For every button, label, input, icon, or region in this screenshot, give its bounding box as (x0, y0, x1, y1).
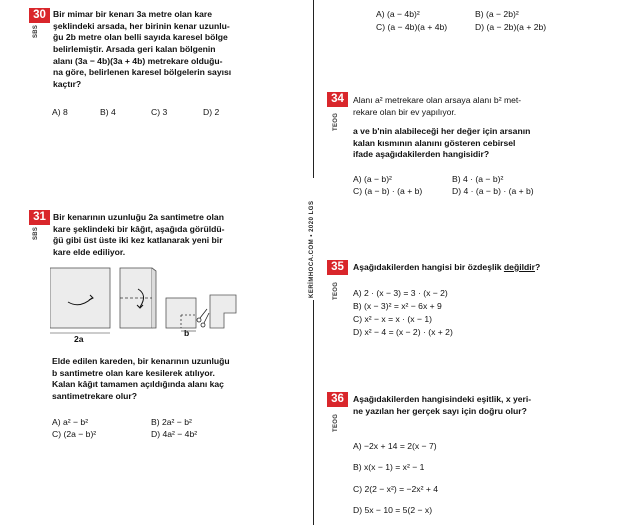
q30-line: na göre, belirlenen karesel bölgelerin sayısı (53, 67, 232, 78)
label-b: b (184, 328, 190, 338)
folding-figure (50, 265, 240, 345)
paper-after-cut (210, 295, 236, 328)
option-d[interactable]: D) 4 · (a − b) · (a + b) (452, 186, 534, 196)
option-b[interactable]: B) 4 · (a − b)² (452, 174, 504, 184)
question-number-35: 35 (327, 260, 348, 275)
q35-text: Aşağıdakilerden hangisi bir özdeşlik (353, 262, 504, 272)
question-number-30: 30 (29, 8, 50, 23)
option-d[interactable]: D) 4a² − 4b² (151, 429, 198, 439)
q30-line: alanı (3a − 4b)(3a + 4b) metrekare olduğu- (53, 55, 223, 66)
q30-line: Bir mimar bir kenarı 3a metre olan kare (53, 9, 213, 19)
option-b[interactable]: B) (a − 2b)² (475, 9, 519, 19)
question-text-34 (353, 94, 521, 118)
scissors-icon (197, 309, 209, 327)
q31-line: Bir kenarının uzunluğu 2a santimetre olan (53, 212, 224, 222)
source-tag-35: TEOG (333, 281, 339, 300)
source-tag-34: TEOG (333, 112, 339, 131)
q36-line: Aşağıdakilerden hangisindeki eşitlik, x yeri- (353, 394, 532, 404)
q31-line: santimetrekare olur? (52, 391, 138, 402)
option-a[interactable]: A) 8 (52, 107, 68, 117)
q31-line: kare şeklindeki bir kâğıt, aşağıda görüldü- (53, 223, 225, 234)
option-b[interactable]: B) (x − 3)² = x² − 6x + 9 (353, 301, 442, 311)
option-d[interactable]: D) 5x − 10 = 5(2 − x) (353, 505, 433, 515)
q30-line: ğu 2b metre olan belli sayıda karesel bölge (53, 32, 228, 43)
q31-line: kare elde ediliyor. (53, 247, 126, 258)
source-tag-31: SBS (33, 226, 39, 240)
question-number-31: 31 (29, 210, 50, 225)
q34-line: a ve b'nin alabileceği her değer için arsanın (353, 126, 531, 136)
option-a[interactable]: A) 2 · (x − 3) = 3 · (x − 2) (353, 288, 448, 298)
side-watermark: KERİMHOCA.COM • 2020 LGS (309, 200, 315, 298)
option-a[interactable]: A) a² − b² (52, 417, 89, 427)
option-d[interactable]: D) 2 (203, 107, 220, 117)
question-text-34-part2 (353, 126, 530, 161)
option-a[interactable]: A) −2x + 14 = 2(x − 7) (353, 441, 437, 451)
q34-line: rekare olan bir ev yapılıyor. (353, 107, 457, 118)
label-2a: 2a (74, 334, 84, 344)
question-text-36 (353, 394, 531, 417)
q34-line: kalan kısmının alanını gösteren cebirsel (353, 137, 516, 148)
q31-line: b santimetre olan kare kesilerek atılıyor. (52, 367, 215, 378)
option-c[interactable]: C) 3 (151, 107, 168, 117)
q35-qmark: ? (534, 262, 541, 272)
option-c[interactable]: C) (2a − b)² (52, 429, 97, 439)
option-a[interactable]: A) (a − 4b)² (376, 9, 420, 19)
q30-line: belirlemiştir. Arsada geri kalan bölgenin (53, 44, 216, 55)
option-d[interactable]: D) (a − 2b)(a + 2b) (475, 22, 547, 32)
source-tag-36: TEOG (333, 413, 339, 432)
question-text-31 (53, 212, 224, 259)
question-text-30 (53, 9, 231, 91)
question-number-34: 34 (327, 92, 348, 107)
option-c[interactable]: C) (a − b) · (a + b) (353, 186, 423, 196)
source-tag-30: SBS (33, 24, 39, 38)
option-b[interactable]: B) 4 (100, 107, 116, 117)
question-text-31-part2 (52, 356, 230, 403)
q34-line: ifade aşağıdakilerden hangisidir? (353, 149, 490, 160)
q34-line: Alanı a² metrekare olan arsaya alanı b² met- (353, 95, 522, 105)
option-c[interactable]: C) (a − 4b)(a + 4b) (376, 22, 448, 32)
q31-line: ğü gibi üst üste iki kez katlanarak yeni bir (53, 235, 223, 246)
q30-line: kaçtır? (53, 79, 82, 90)
q36-line: ne yazılan her gerçek sayı için doğru olur? (353, 405, 527, 416)
option-b[interactable]: B) x(x − 1) = x² − 1 (353, 462, 425, 472)
q31-line: Elde edilen kareden, bir kenarının uzunluğu (52, 356, 230, 366)
option-c[interactable]: C) 2(2 − x²) = −2x² + 4 (353, 484, 439, 494)
question-text-35 (353, 262, 540, 274)
option-c[interactable]: C) x² − x = x · (x − 1) (353, 314, 433, 324)
paper-square-1 (50, 268, 110, 328)
option-d[interactable]: D) x² − 4 = (x − 2) · (x + 2) (353, 327, 453, 337)
question-number-36: 36 (327, 392, 348, 407)
option-b[interactable]: B) 2a² − b² (151, 417, 192, 427)
q30-line: şeklindeki arsada, her birinin kenar uzunlu- (53, 20, 230, 31)
q31-line: Kalan kâğıt tamamen açıldığında alanı kaç (52, 379, 224, 390)
q35-negation: değildir (503, 262, 535, 272)
option-a[interactable]: A) (a − b)² (353, 174, 392, 184)
paper-fold-edge (152, 268, 156, 328)
